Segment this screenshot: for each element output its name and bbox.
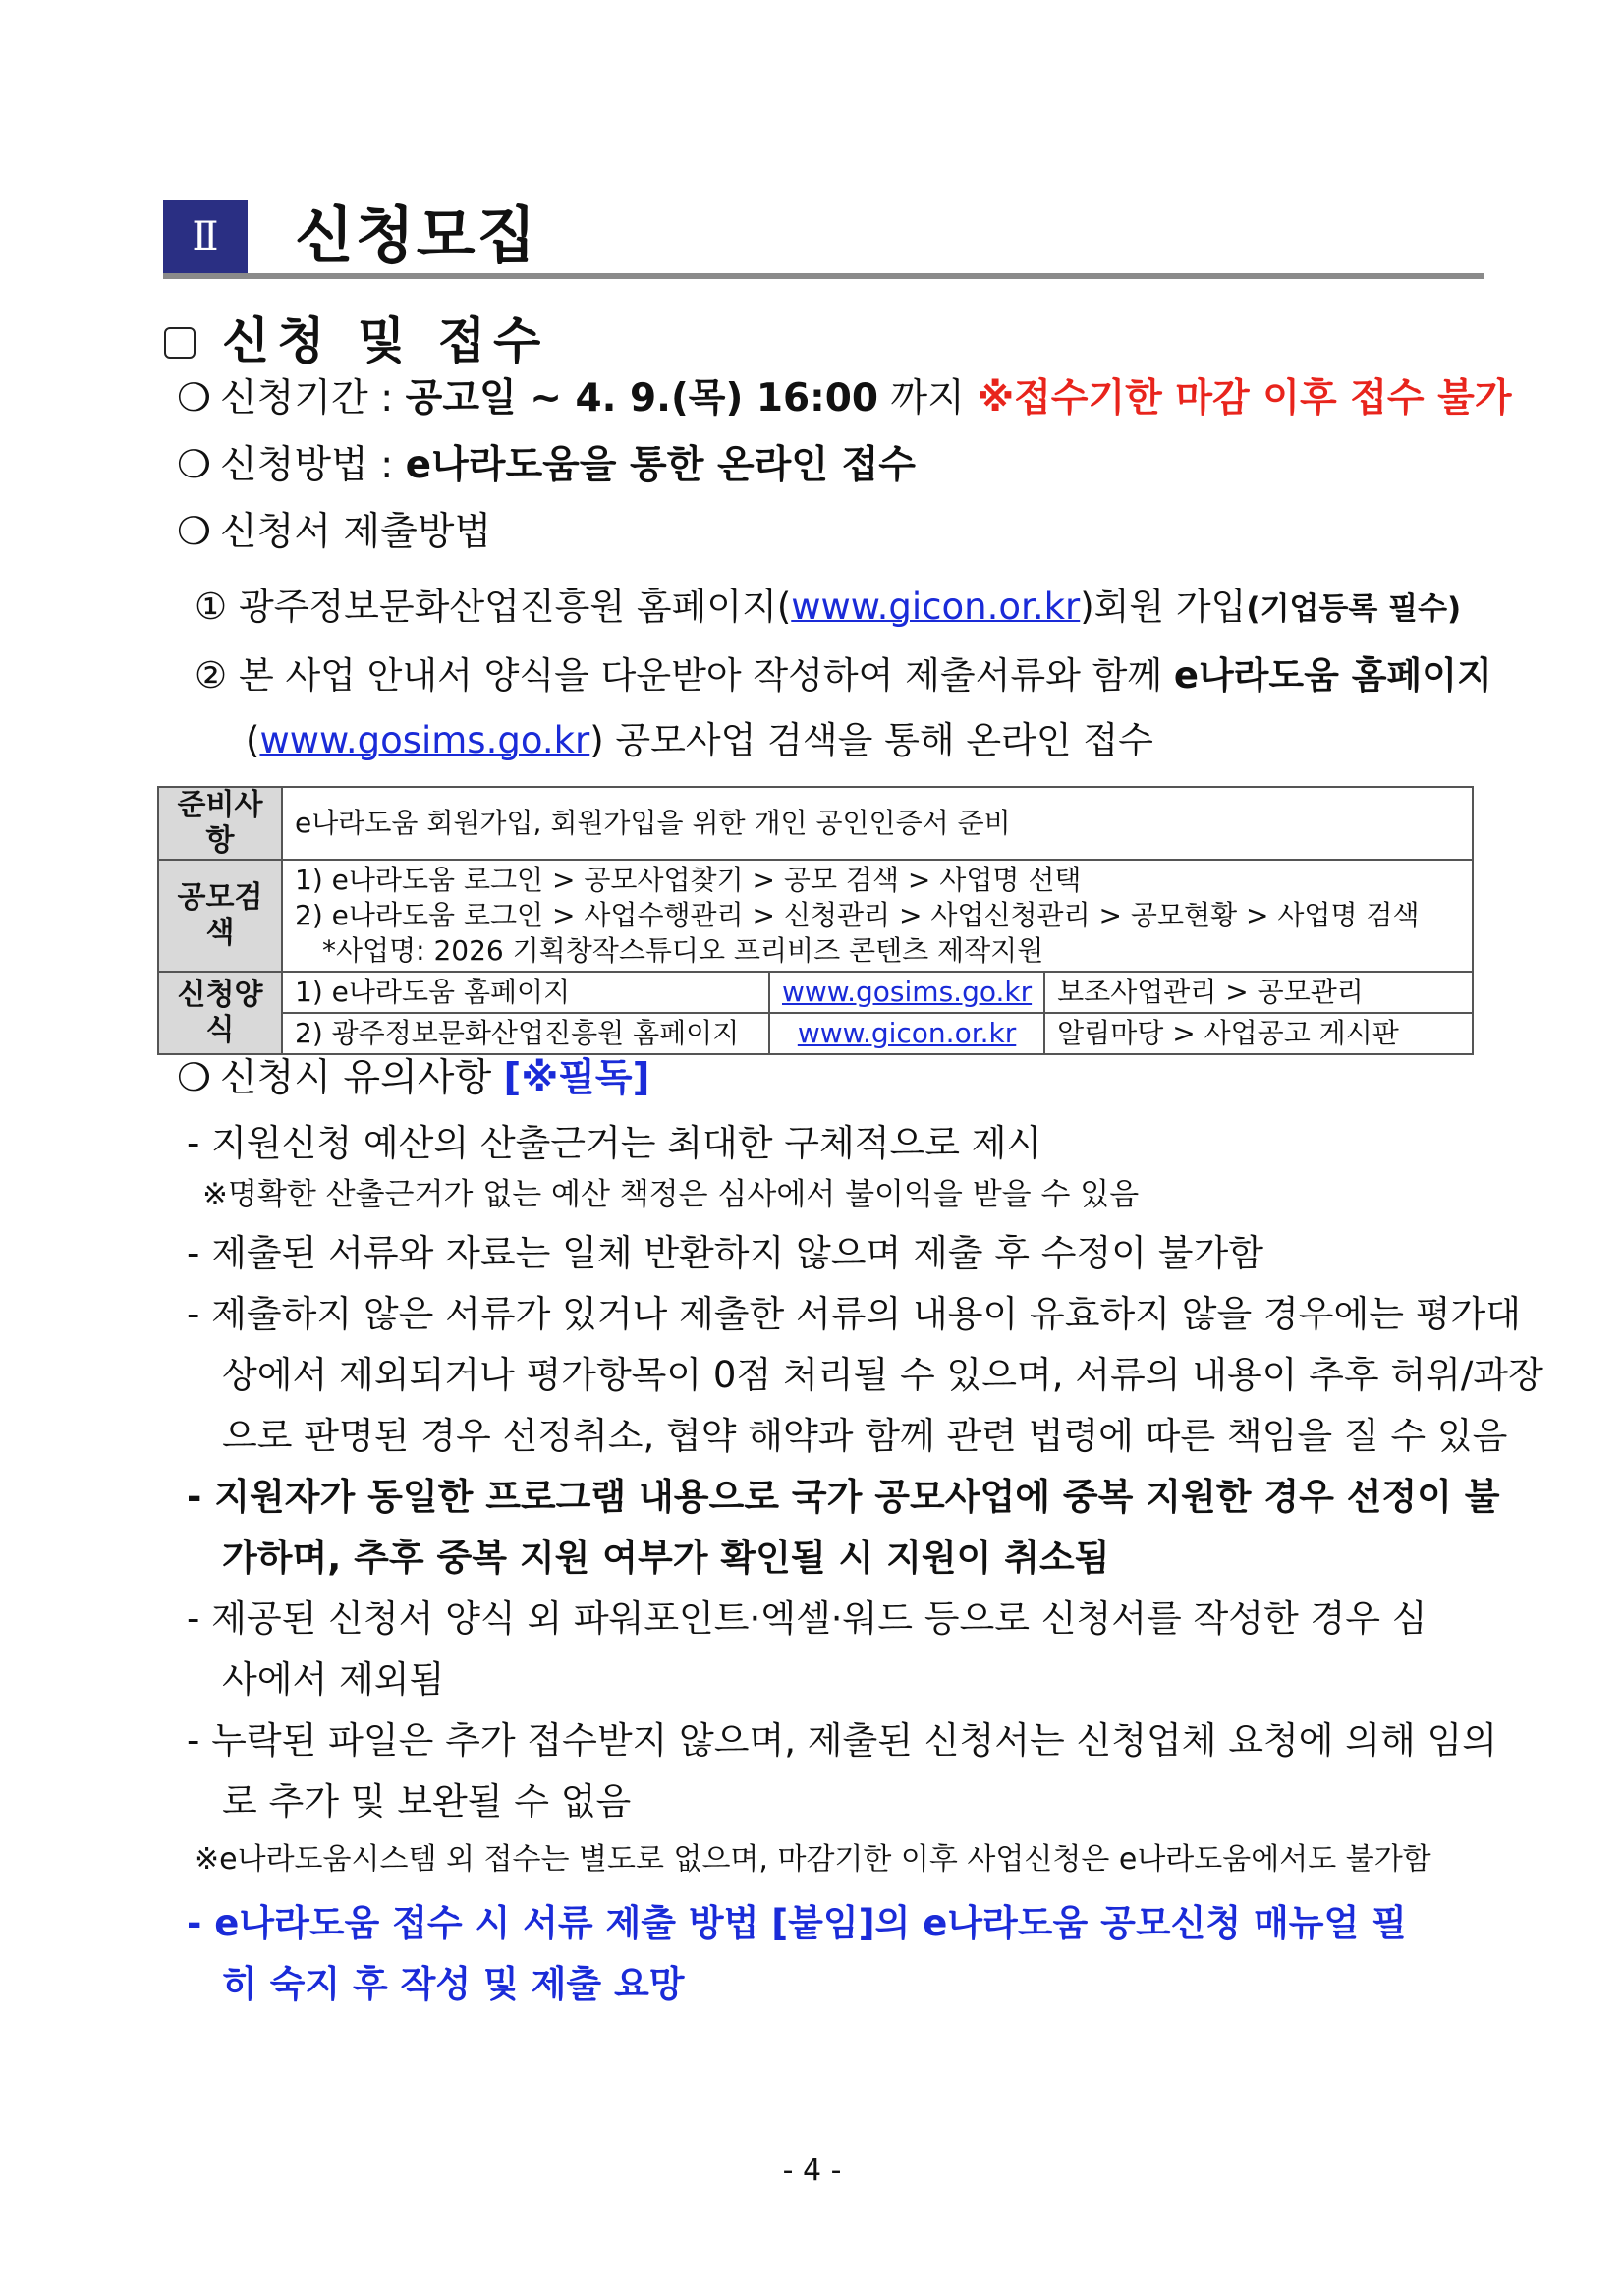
method-item [177,438,916,493]
form-url-2[interactable]: www.gicon.or.kr [769,1013,1044,1054]
period-item [177,371,1512,426]
period-label: 신청기간 : [220,376,406,420]
step-2-bold: e나라도움 홈페이지 [1173,654,1492,697]
note-2: - 제출된 서류와 자료는 일체 반환하지 않으며 제출 후 수정이 불가함 [187,1232,1263,1274]
note-3-line-2: 상에서 제외되거나 평가항목이 0점 처리될 수 있으며, 서류의 내용이 추후 허위/과장 [222,1354,1543,1396]
step-1 [195,580,1461,637]
table-row [158,972,1473,1013]
notes-heading [177,1051,649,1106]
step-2-number: ② [195,654,228,697]
row-header-search [158,860,282,972]
info-table [157,786,1474,1055]
period-warning: ※접수기한 마감 이후 접수 불가 [977,376,1512,420]
gosims-link[interactable]: www.gosims.go.kr [259,719,590,761]
circle-bullet-icon: ❍ [177,1056,211,1100]
section-number: Ⅱ [192,214,219,259]
note-6-line-1: - 누락된 파일은 추가 접수받지 않으며, 제출된 신청서는 신청업체 요청에 의해 임의 [187,1719,1497,1762]
notes-heading-tag: [※필독] [503,1056,650,1100]
note-4-line-1: - 지원자가 동일한 프로그램 내용으로 국가 공모사업에 중복 지원한 경우 선정이 불 [187,1476,1500,1518]
step-2-text-b: ) 공모사업 검색을 통해 온라인 접수 [589,719,1153,761]
table-row [158,860,1473,972]
step-2-text-a: 본 사업 안내서 양식을 다운받아 작성하여 제출서류와 함께 [238,654,1174,697]
note-4-line-2: 가하며, 추후 중복 지원 여부가 확인될 시 지원이 취소됨 [222,1537,1110,1579]
search-step-1: 1) e나라도움 로그인 > 공모사업찾기 > 공모 검색 > 사업명 선택 [295,864,1082,896]
note-1: - 지원신청 예산의 산출근거는 최대한 구체적으로 제시 [187,1122,1042,1164]
circle-bullet-icon: ❍ [177,443,211,487]
note-6-line-2: 로 추가 및 보완될 수 없음 [222,1780,632,1822]
circle-bullet-icon: ❍ [177,376,211,420]
step-2-continued [246,713,1153,768]
step-1-text-a: 광주정보문화산업진흥원 홈페이지( [238,586,792,628]
period-suffix: 까지 [878,376,978,420]
note-5-line-2: 사에서 제외됨 [222,1658,445,1701]
step-1-number: ① [195,586,228,628]
form-path-1: 보조사업관리 > 공모관리 [1044,972,1473,1013]
note-3-line-1: - 제출하지 않은 서류가 있거나 제출한 서류의 내용이 유효하지 않을 경우에는 평가대 [187,1293,1521,1335]
note-7: ※e나라도움시스템 외 접수는 별도로 없으며, 마감기한 이후 사업신청은 e나라도움에서도 불가함 [195,1842,1431,1876]
section-title: 신청모집 [295,199,538,271]
row-header-form: 신청양식 [158,972,282,1054]
notes-heading-label: 신청시 유의사항 [220,1056,504,1100]
note-1-sub: ※명확한 산출근거가 없는 예산 책정은 심사에서 불이익을 받을 수 있음 [202,1177,1140,1212]
form-path-2: 알림마당 > 사업공고 게시판 [1044,1013,1473,1054]
form-site-2: 2) 광주정보문화산업진흥원 홈페이지 [282,1013,769,1054]
step-2-paren: ( [246,719,260,761]
row-header-prep: 준비사항 [158,787,282,860]
row-header-search-label: 공모검색 [177,880,263,950]
period-value: 공고일 ~ 4. 9.(목) 16:00 [405,376,879,420]
circle-bullet-icon: ❍ [177,510,211,554]
form-url-1[interactable]: www.gosims.go.kr [769,972,1044,1013]
method-label: 신청방법 : [220,443,406,487]
gicon-link[interactable]: www.gicon.or.kr [791,586,1081,628]
subsection-title: 신청 및 접수 [222,312,549,369]
row-prep-text: e나라도움 회원가입, 회원가입을 위한 개인 공인인증서 준비 [282,787,1473,860]
step-1-bold: (기업등록 필수) [1246,591,1462,627]
section-number-badge [163,200,248,273]
table-row [158,1013,1473,1054]
submit-label: 신청서 제출방법 [220,510,492,554]
page-number: - 4 - [782,2154,842,2188]
note-3-line-3: 으로 판명된 경우 선정취소, 협약 해약과 함께 관련 법령에 따른 책임을 질 수 있음 [222,1415,1508,1457]
submit-item [177,505,491,560]
table-row [158,787,1473,860]
step-2 [195,648,1492,703]
row-search-cell [282,860,1473,972]
step-1-text-b: )회원 가입 [1080,586,1247,628]
note-8-line-1: - e나라도움 접수 시 서류 제출 방법 [붙임]의 e나라도움 공모신청 매뉴얼 필 [187,1902,1407,1944]
method-value: e나라도움을 통한 온라인 접수 [405,443,916,487]
search-step-2: 2) e나라도움 로그인 > 사업수행관리 > 신청관리 > 사업신청관리 > 공모현황 > 사업명 검색 [295,899,1420,931]
search-project-name: *사업명: 2026 기획창작스튜디오 프리비즈 콘텐츠 제작지원 [322,934,1044,967]
note-5-line-1: - 제공된 신청서 양식 외 파워포인트·엑셀·워드 등으로 신청서를 작성한 경우 심 [187,1597,1428,1640]
square-bullet-icon [164,327,196,359]
section-divider [163,273,1484,279]
form-site-1: 1) e나라도움 홈페이지 [282,972,769,1013]
note-8-line-2: 히 숙지 후 작성 및 제출 요망 [222,1963,685,2005]
